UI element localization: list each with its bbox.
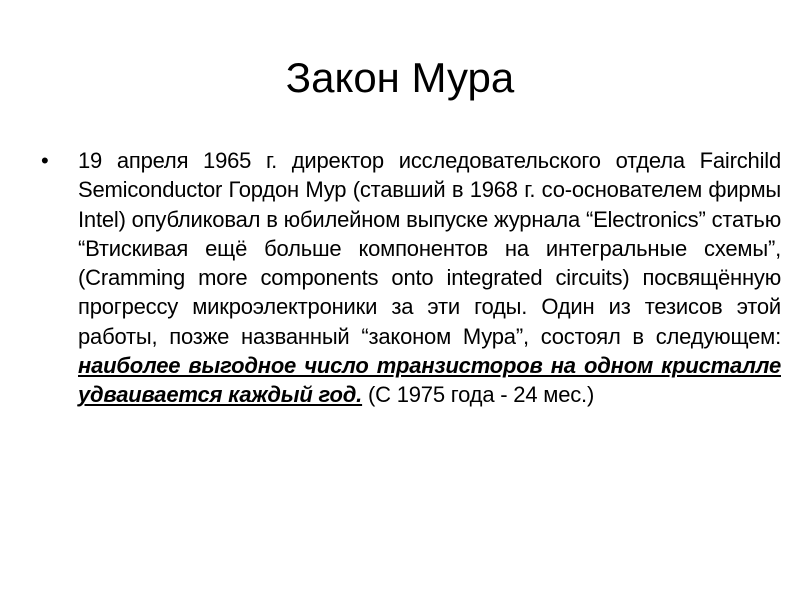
bullet-text-intro: 19 апреля 1965 г. директор исследовательского отдела Fairchild Semiconductor Гордон Мур (ставший в 1968 г. со-основателем фирмы Intel) опубликовал в юбилейном выпуске журнала “Electronics” статью “Втискивая ещё больше компонентов на интегральные схемы”, (Cramming more components onto integrated circuits) посвящённую прогрессу микроэлектроники за эти годы. Один из тезисов этой работы, позже названный “законом Мура”, состоял в следующем: bbox=[78, 148, 781, 349]
slide-title: Закон Мура bbox=[285, 54, 515, 101]
bullet-body-text bbox=[78, 146, 781, 410]
bullet-marker: • bbox=[41, 148, 49, 173]
bullet-item bbox=[41, 146, 781, 410]
bullet-list bbox=[41, 146, 781, 410]
bullet-text-note: (С 1975 года - 24 мес.) bbox=[362, 382, 595, 408]
moores-law-statement: наиболее выгодное число транзисторов на одном кристалле удваивается каждый год. bbox=[78, 353, 781, 408]
